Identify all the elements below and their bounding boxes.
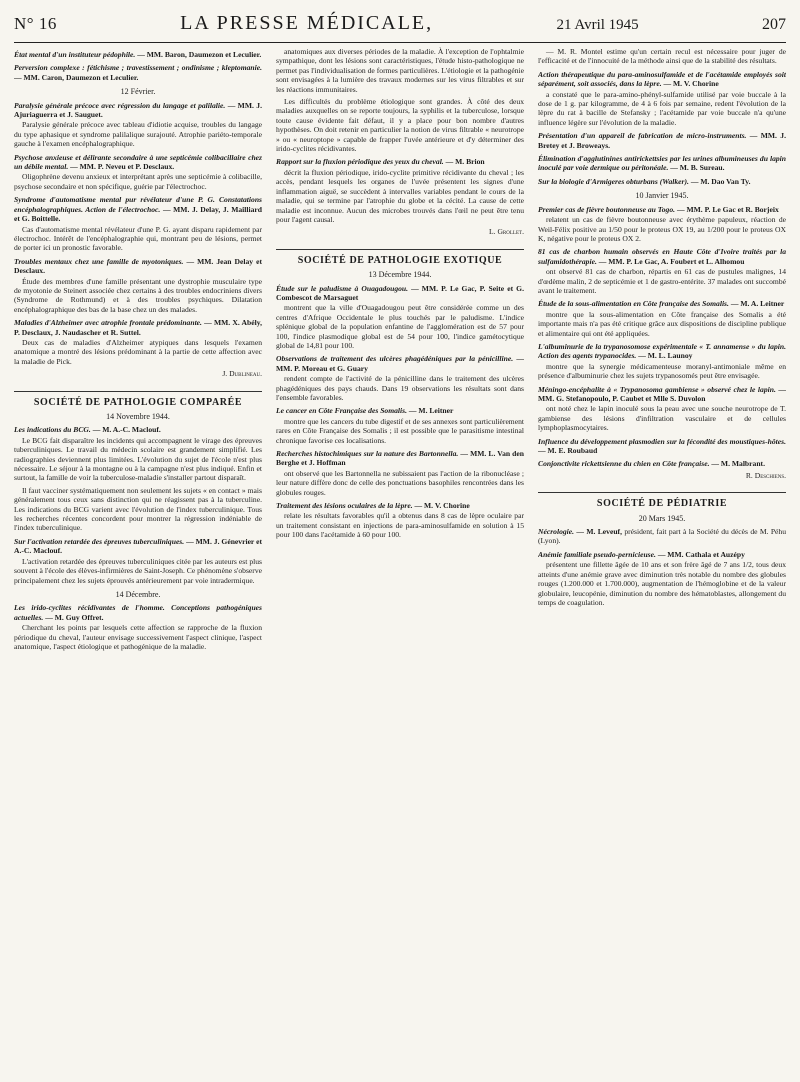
signature: R. Deschiens. <box>745 470 786 480</box>
article-title: Paralysie générale précoce avec régression du langage et palilalie. — MM. J. Ajuriaguerra et J. Sauguet. <box>14 100 262 120</box>
article-title: Action thérapeutique du para-aminosulfamide et de l'acétamide employés soit séparément, soit associés, dans la lèpre. — M. V. Chorine <box>538 69 786 89</box>
article-body: montre que les cancers du tube digestif et de ses annexes sont particulièrement rares en Côte Française des Somalis ; il est possible que le parasitisme intestinal chronique favorise ces localisations. <box>276 416 524 445</box>
article-title: Rapport sur la fluxion périodique des yeux du cheval. — M. Brion <box>276 157 485 167</box>
article-body: Le BCG fait disparaître les incidents qui accompagnent le virage des épreuves tuberculiniques. Le travail du médecin scolaire est grandement simplifié. Les radiographies deviennent plus limitées. L'évolution du sujet de l'école n'est plus nécessaire. Le séjour à la montagne ou à la campagne n'est plus indiqué. Enfin et surtout, la famille de voir la tuberculose-maladie s'installer partout disparaît. <box>14 435 262 483</box>
article-title: Les irido-cyclites récidivantes de l'homme. Conceptions pathogéniques actuelles. — M. Guy Offret. <box>14 603 262 622</box>
article-body: Il faut vacciner systématiquement non seulement les sujets « en contact » mais généralement tous ceux sans distinction qui ne réagissent pas à la tuberculine. Les indications du BCG varient avec l'évolution de l'index tuberculinique. Tous les recherches récentes concordent pour montrer la régression indéniable de l'index tuberculinique. <box>14 485 262 533</box>
session-date: 14 Décembre. <box>115 589 161 599</box>
article-title: 81 cas de charbon humain observés en Haute Côte d'Ivoire traités par la sulfamidothérapie. — MM. P. Le Gac, A. Foubert et L. Alhomou <box>538 247 786 266</box>
session-date: 20 Mars 1945. <box>638 513 686 523</box>
article-title: Perversion complexe : fétichisme ; travestissement ; ondinisme ; kleptomanie. — MM. Caron, Daumezon et Leculier. <box>14 63 262 82</box>
article-title: Nécrologie. — M. Leveuf, président, fait part à la Société du décès de M. Péhu (Lyon). <box>538 527 786 546</box>
article-title: Méningo-encéphalite à « Trypanosoma gambiense » observé chez le lapin. — MM. G. Stefanopoulo, P. Caubet et Mlle S. Duvolon <box>538 384 786 403</box>
article-body: Étude des membres d'une famille présentant une dystrophie musculaire type de myotonie de Steinert associée chez certains à des troubles endocriniens divers (Syndrome de Rothmund) et à des troubles psychiques. Dilatation encéphalographique des bas de la base chez un des malades. <box>14 276 262 314</box>
article-title: Maladies d'Alzheimer avec atrophie frontale prédominante. — MM. X. Abély, P. Desclaux, J. Naudascher et R. Suttel. <box>14 318 262 337</box>
article-body: anatomiques aux diverses périodes de la maladie. À l'exception de l'ophtalmie sympathique, dont les lésions sont caractéristiques, l'étude histo-pathologique ne permet pas l'individualisation de formes particulières. L'étiologie et la pathogénie sont envisagées à la lumière des travaux modernes sur les virus filtrables et sur les réactions immunitaires. <box>276 47 524 94</box>
article-body: — M. R. Montel estime qu'un certain recul est nécessaire pour juger de l'efficacité et de l'innocuité de la méthode ainsi que de la stabilité des résultats. <box>538 47 786 66</box>
article-body: relatent un cas de fièvre boutonneuse avec érythème papuleux, réaction de Weil-Félix positive au 1/50 pour le proteus OX 19, au 1/200 pour le proteus OX K, négative pour le proteus OX 2. <box>538 215 786 243</box>
article-body: Paralysie générale précoce avec tableau d'idiotie acquise, troubles du langage du type aphasique et syndrome palilalique surajouté. Atrophie pariéto-temporale gauche à l'examen encéphalographique. <box>14 120 262 149</box>
article-body: Cherchant les points par lesquels cette affection se rapproche de la fluxion périodique du cheval, l'auteur envisage successivement l'aspect clinique, l'aspect anatomique, l'aspect étiologique et pathogénique de la maladie. <box>14 623 262 651</box>
page-number: 207 <box>761 16 786 33</box>
article-title: L'albuminurie de la trypanosomose expérimentale « T. annamense » du lapin. Action des agents trypanocides. — M. L. Launoy <box>538 341 786 361</box>
journal-title: LA PRESSE MÉDICALE, <box>180 12 434 34</box>
article-body: ont noté chez le lapin inoculé sous la peau avec une souche neurotrope de T. gambiense des lésions d'infiltration vasculaire et de cellules lymphoplasmocytaires. <box>538 404 786 433</box>
column-2 <box>276 46 524 1076</box>
article-body: L'activation retardée des épreuves tuberculiniques citée par les auteurs est plus souvent à l'école des élèves-infirmières de Saint-Joseph. Ce phénomène s'observe principalement chez les sujets éprouvés antérieurement par voie intradermique. <box>14 556 262 585</box>
article-title: Observations de traitement des ulcères phagédéniques par la pénicilline. — MM. P. Moreau et G. Guary <box>276 354 524 373</box>
article-title: Élimination d'agglutinines antirickettsies par les urines albumineuses du lapin inoculé par voie dermique ou péritonéale. — M. B. Sureau. <box>538 154 786 173</box>
article-body: a constaté que le para-amino-phényl-sulfamide utilisé par voie buccale à la dose de 1 g. par kilogramme, de 4 à 6 fois par semaine, redent l'évolution de la lèpre du rat à bacille de Stefansky ; l'acétamide par voie buccale n'a qu'une influence légère sur l'évolution de la maladie. <box>538 89 786 127</box>
issue-number: N° 16 <box>14 14 57 33</box>
session-date: 10 Janvier 1945. <box>635 191 689 201</box>
article-title: Influence du développement plasmodien sur la fécondité des moustiques-hôtes. — M. E. Roubaud <box>538 436 786 456</box>
article-title: Le cancer en Côte Française des Somalis. — M. Leitner <box>276 406 454 416</box>
article-title: Les indications du BCG. — M. A.-C. Maclouf. <box>14 425 161 435</box>
article-body: montre que la synergie médicamenteuse moranyl-antimoniale même en présence d'albuminurie chez les sujets trypanosomés peut être envisagée. <box>538 361 786 381</box>
article-title: Étude de la sous-alimentation en Côte française des Somalis. — M. A. Leitner <box>538 299 785 309</box>
article-title: Troubles mentaux chez une famille de myotoniques. — MM. Jean Delay et Desclaux. <box>14 256 262 276</box>
article-body: montre que la sous-alimentation en Côte française des Somalis a été importante mais n'a pas été critique grâce aux dispositions de discipline publique et alimentaire qui ont été appliquées. <box>538 309 786 338</box>
article-body: Cas d'automatisme mental révélateur d'une P. G. ayant disparu rapidement par électrochoc. Intérêt de l'encéphalographie qui, montrant peu de lésions, permet de porter ici un pronostic favorable. <box>14 224 262 253</box>
article-title: Anémie familiale pseudo-pernicieuse. — MM. Cathala et Auzépy <box>538 549 745 559</box>
article-title: Étude sur le paludisme à Ouagadougou. — MM. P. Le Gac, P. Seite et G. Combescot de Marsaguet <box>276 283 524 302</box>
article-title: Sur l'activation retardée des épreuves tuberculiniques. — MM. J. Génevrier et A.-C. Maclouf. <box>14 536 262 556</box>
signature: J. Dublineau. <box>222 369 262 379</box>
article-title: Présentation d'un appareil de fabrication de micro-instruments. — MM. J. Bretey et J. Broweays. <box>538 131 786 150</box>
page-header <box>14 12 786 43</box>
article-body: rendent compte de l'activité de la pénicilline dans le traitement des ulcères phagédéniques des pays chauds. Dans 19 observations les résultats sont dans l'ensemble favorables. <box>276 374 524 402</box>
session-date: 14 Novembre 1944. <box>106 412 170 421</box>
article-body: Les difficultés du problème étiologique sont grandes. À côté des deux maladies auxquelles on se reporte toujours, la syphilis et la tuberculose, lorsque toute cause évidente fait défaut, il y a place pour bon nombre d'autres hypothèses. On doit retenir en particulier la notion de virus filtrable « neurotrope » ou « neuroptope » capable de frapper l'uvée antérieure et d'y déterminer des irido-cyclites récidivantes. <box>276 97 524 154</box>
society-heading: SOCIÉTÉ DE PÉDIATRIE <box>538 492 786 508</box>
article-body: montrent que la ville d'Ouagadougou peut être considérée comme un des centres d'Afrique Occidentale le plus touchés par le paludisme. L'indice splénique global de la population enfantine de l'agglomération est de 57 pour 100, l'indice plasmodique global est de 54 pour 100, l'indice gamétocytique global de 14,81 pour 100. <box>276 303 524 350</box>
society-heading: SOCIÉTÉ DE PATHOLOGIE COMPARÉE <box>14 391 262 407</box>
article-body: Deux cas de maladies d'Alzheimer atypiques dans lesquels l'examen anatomique a montré des lésions prédominant à la partie de cette affection avec la maladie de Pick. <box>14 337 262 366</box>
article-title: Traitement des lésions oculaires de la lèpre. — M. V. Chorine <box>276 501 470 511</box>
session-date: 13 Décembre 1944. <box>368 270 432 280</box>
article-title: Premier cas de fièvre boutonneuse au Togo. — MM. P. Le Gac et R. Borjeix <box>538 204 779 214</box>
article-body: Oligophrène devenu anxieux et interprétant après une septicémie à colibacille, psychose secondaire et non spécifique, guérie par l'électrochoc. <box>14 172 262 191</box>
article-body: décrit la fluxion périodique, irido-cyclite primitive récidivante du cheval ; les accès, pendant lesquels les organes de l'uvée présentent les signes d'une inflammation aiguë, se succèdent à intervalles variables pendant le cours de la maladie, qui se termine par l'atrophie du globe et la cécité. La cause de cette maladie est inconnue. Aucun des microbes trouvés dans l'œil ne peut être tenu pour l'agent causal. <box>276 167 524 224</box>
signature: L. Grollet. <box>489 227 524 237</box>
column-3 <box>538 46 786 1076</box>
article-title: Psychose anxieuse et délirante secondaire à une septicémie colibacillaire chez un débile mental. — MM. P. Neveu et P. Desclaux. <box>14 152 262 172</box>
article-body: ont observé 81 cas de charbon, répartis en 61 cas de pustules malignes, 14 d'œdème malin, 2 de septicémie et 1 de gastro-entérite. 37 malades ont succombé avant le traitement. <box>538 267 786 295</box>
text-columns <box>14 46 786 1076</box>
article-body: relate les résultats favorables qu'il a obtenus dans 8 cas de lèpre oculaire par un traitement consistant en injections de para-aminosulfamide en solution à 15 pour 100 dans l'acétamide à 60 pour 100. <box>276 511 524 540</box>
article-title: Sur la biologie d'Armigeres obturbans (Walker). — M. Dao Van Ty. <box>538 176 751 186</box>
session-date: 12 Février. <box>120 87 156 97</box>
society-heading: SOCIÉTÉ DE PATHOLOGIE EXOTIQUE <box>276 249 524 265</box>
article-title: Syndrome d'automatisme mental pur révélateur d'une P. G. Constatations encéphalographiques. Action de l'électrochoc. — MM. J. Delay, J. Mailliard et G. Boittelle. <box>14 195 262 224</box>
article-body: ont observé que les Bartonnella ne subissaient pas l'action de la ribonucléase ; leur nature diffère donc de celle des ponctuations basophiles rencontrées dans les globules rouges. <box>276 468 524 497</box>
issue-date: 21 Avril 1945 <box>556 17 639 33</box>
article-body: présentent une fillette âgée de 10 ans et son frère âgé de 7 ans 1/2, tous deux atteints d'une anémie grave avec diminution très notable du nombre des globules rouges (1.200.000 et 1.700.000), augmentation de l'hémoglobine et de la valeur globulaire, leucopénie, diminution du nombre des hématoblastes, allongement du temps de coagulation. <box>538 560 786 607</box>
column-1 <box>14 46 262 1076</box>
article-title: État mental d'un instituteur pédophile. — MM. Baron, Daumezon et Leculier. <box>14 50 262 59</box>
article-title: Conjonctivite rickettsienne du chien en Côte française. — M. Malbrant. <box>538 459 765 469</box>
article-title: Recherches histochimiques sur la nature des Bartonnella. — MM. L. Van den Berghe et J. Hoffman <box>276 449 524 468</box>
